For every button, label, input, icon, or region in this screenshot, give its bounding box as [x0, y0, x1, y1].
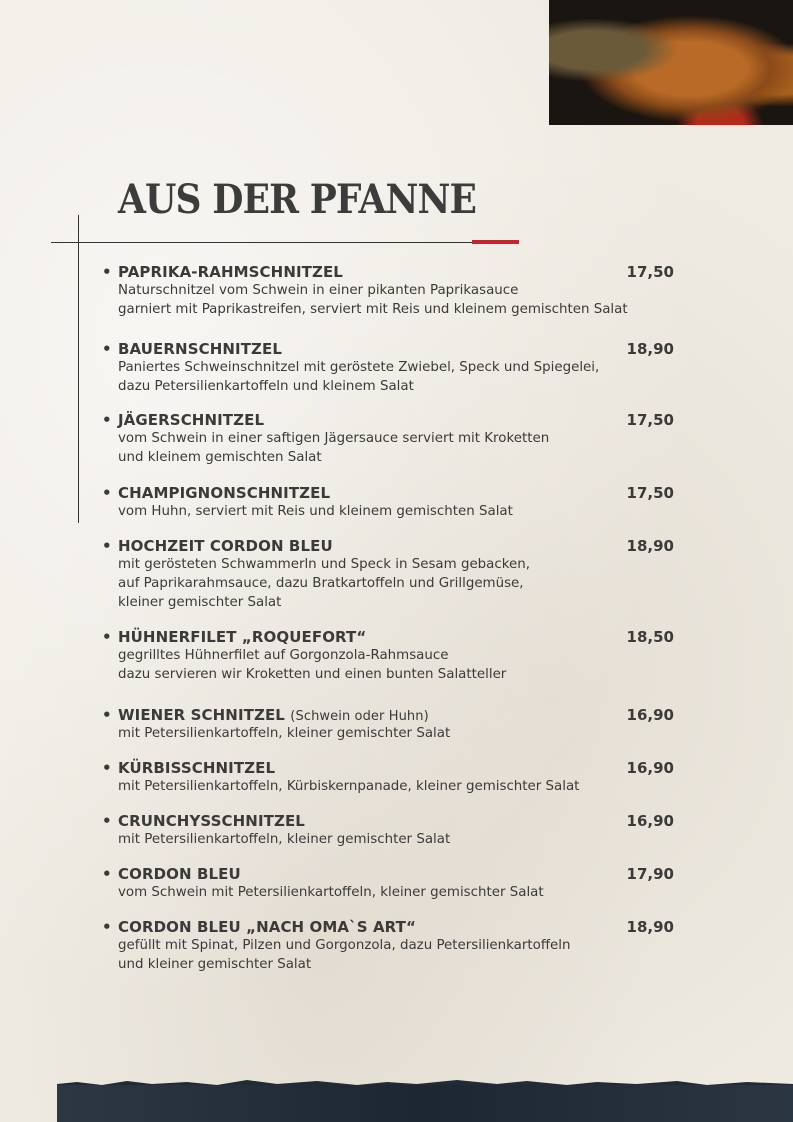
menu-item-name	[118, 484, 330, 502]
description-line: dazu servieren wir Kroketten und einen bunten Salatteller	[118, 667, 507, 682]
description-line: und kleinem gemischten Salat	[118, 450, 322, 465]
menu-item-description	[118, 830, 450, 849]
menu-item-name	[118, 865, 241, 883]
description-line: vom Schwein in einer saftigen Jägersauce serviert mit Kroketten	[118, 431, 550, 446]
menu-item-name-text: WIENER SCHNITZEL	[118, 706, 285, 724]
bullet-icon: •	[102, 812, 112, 830]
bullet-icon: •	[102, 484, 112, 502]
description-line: mit gerösteten Schwammerln und Speck in Sesam gebacken,	[118, 557, 531, 572]
menu-item-price: 16,90	[626, 759, 674, 777]
menu-item-price: 18,90	[626, 537, 674, 555]
menu-item-name	[118, 411, 264, 429]
menu-item-name-text: CORDON BLEU „NACH OMA`S ART“	[118, 918, 416, 936]
menu-item-name-text: KÜRBISSCHNITZEL	[118, 759, 276, 777]
menu-item-name	[118, 628, 366, 646]
menu-item-note: (Schwein oder Huhn)	[290, 709, 429, 724]
bullet-icon: •	[102, 411, 112, 429]
description-line: Naturschnitzel vom Schwein in einer pikanten Paprikasauce	[118, 283, 519, 298]
description-line: vom Schwein mit Petersilienkartoffeln, kleiner gemischter Salat	[118, 885, 544, 900]
menu-item-name-text: HÜHNERFILET „ROQUEFORT“	[118, 628, 367, 646]
menu-item-description	[118, 724, 450, 743]
description-line: auf Paprikarahmsauce, dazu Bratkartoffeln und Grillgemüse,	[118, 576, 524, 591]
menu-item-name-text: CHAMPIGNONSCHNITZEL	[118, 484, 331, 502]
bullet-icon: •	[102, 537, 112, 555]
menu-item-name-text: PAPRIKA-RAHMSCHNITZEL	[118, 263, 343, 281]
description-line: vom Huhn, serviert mit Reis und kleinem gemischten Salat	[118, 504, 513, 519]
page-title: AUS DER PFANNE	[118, 176, 477, 223]
description-line: mit Petersilienkartoffeln, kleiner gemischter Salat	[118, 726, 451, 741]
menu-item-name-text: BAUERNSCHNITZEL	[118, 340, 283, 358]
footer-band	[57, 1085, 793, 1122]
bullet-icon: •	[102, 918, 112, 936]
menu-item-price: 18,90	[626, 340, 674, 358]
menu-item-description	[118, 358, 599, 396]
menu-item-price: 17,50	[626, 411, 674, 429]
menu-item-price: 16,90	[626, 706, 674, 724]
menu-item-name-text: JÄGERSCHNITZEL	[118, 411, 265, 429]
menu-item-name	[118, 340, 282, 358]
menu-item-name	[118, 918, 416, 936]
title-accent-bar	[472, 240, 519, 244]
description-line: dazu Petersilienkartoffeln und kleinem Salat	[118, 379, 414, 394]
menu-item-description	[118, 281, 628, 319]
description-line: Paniertes Schweinschnitzel mit geröstete Zwiebel, Speck und Spiegelei,	[118, 360, 600, 375]
title-underline	[51, 242, 472, 243]
menu-item-name-text: CRUNCHYSSCHNITZEL	[118, 812, 305, 830]
menu-item-price: 17,90	[626, 865, 674, 883]
menu-item-price: 16,90	[626, 812, 674, 830]
menu-item-name	[118, 812, 305, 830]
menu-item-description	[118, 646, 506, 684]
menu-item-description	[118, 777, 579, 796]
description-line: mit Petersilienkartoffeln, kleiner gemischter Salat	[118, 832, 451, 847]
description-line: gegrilltes Hühnerfilet auf Gorgonzola-Rahmsauce	[118, 648, 449, 663]
description-line: garniert mit Paprikastreifen, serviert mit Reis und kleinem gemischten Salat	[118, 302, 628, 317]
menu-item-name-text: HOCHZEIT CORDON BLEU	[118, 537, 333, 555]
vertical-rule	[78, 215, 79, 523]
menu-item-description	[118, 883, 544, 902]
bullet-icon: •	[102, 865, 112, 883]
bullet-icon: •	[102, 759, 112, 777]
menu-item-name	[118, 759, 275, 777]
menu-item-price: 18,50	[626, 628, 674, 646]
bullet-icon: •	[102, 340, 112, 358]
menu-item-name-text: CORDON BLEU	[118, 865, 241, 883]
bullet-icon: •	[102, 263, 112, 281]
description-line: kleiner gemischter Salat	[118, 595, 282, 610]
menu-item-description	[118, 936, 571, 974]
menu-item-description	[118, 502, 513, 521]
bullet-icon: •	[102, 628, 112, 646]
menu-item-description	[118, 429, 549, 467]
menu-item-name	[118, 706, 429, 724]
menu-item-price: 18,90	[626, 918, 674, 936]
description-line: gefüllt mit Spinat, Pilzen und Gorgonzola, dazu Petersilienkartoffeln	[118, 938, 571, 953]
menu-item-description	[118, 555, 530, 612]
bullet-icon: •	[102, 706, 112, 724]
menu-item-price: 17,50	[626, 263, 674, 281]
food-photo	[549, 0, 793, 125]
description-line: mit Petersilienkartoffeln, Kürbiskernpanade, kleiner gemischter Salat	[118, 779, 580, 794]
menu-item-price: 17,50	[626, 484, 674, 502]
menu-item-name	[118, 537, 333, 555]
description-line: und kleiner gemischter Salat	[118, 957, 312, 972]
menu-item-name	[118, 263, 343, 281]
